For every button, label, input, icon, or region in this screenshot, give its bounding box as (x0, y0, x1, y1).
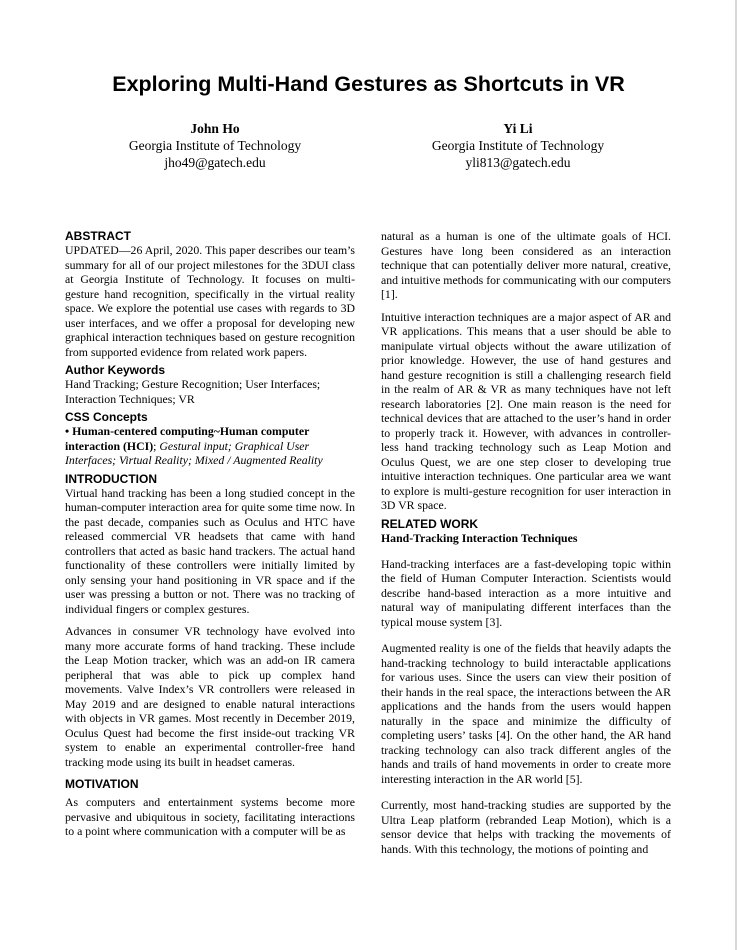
ccs-secondary: Gestural input; Graphical User Interfaces; Virtual Reality; Mixed / Augmented Reality (65, 438, 323, 467)
keywords-text: Hand Tracking; Gesture Recognition; User Interfaces; Interaction Techniques; VR (65, 377, 321, 406)
right-column (381, 229, 671, 856)
author-name: John Ho (190, 121, 240, 136)
keywords-heading: Author Keywords (65, 363, 166, 377)
related-work-paragraph-3: Currently, most hand-tracking studies are supported by the Ultra Leap platform (rebranded Leap Motion), which is a sensor device that helps with tracking the movements of hands. With this technology, the motions of pointing and (381, 798, 671, 856)
author-affiliation: Georgia Institute of Technology (128, 138, 302, 153)
related-work-subheading: Hand-Tracking Interaction Techniques (381, 530, 578, 545)
paper-title: Exploring Multi-Hand Gestures as Shortcuts in VR (112, 72, 625, 96)
motivation-paragraph-2: natural as a human is one of the ultimate goals of HCI. Gestures have long been considered as an interaction technique that can potentially deliver more natural, creative, and intuitive methods for communicating with our computers [1]. (381, 229, 671, 301)
abstract-heading: ABSTRACT (65, 229, 131, 243)
related-work-heading: RELATED WORK (381, 516, 479, 531)
introduction-heading: INTRODUCTION (65, 471, 157, 486)
ccs-separator: ; (153, 438, 160, 453)
author-affiliation: Georgia Institute of Technology (431, 138, 605, 153)
ccs-heading: CSS Concepts (65, 410, 148, 424)
author-block-1 (105, 120, 325, 171)
motivation-paragraph-1: As computers and entertainment systems become more pervasive and ubiquitous in society, facilitating interactions to a point where communication with a computer will be as (65, 795, 355, 838)
author-block-2 (408, 120, 628, 171)
related-work-paragraph-1: Hand-tracking interfaces are a fast-developing topic within the field of Human Computer Interaction. Scientists would describe hand-based interaction as a more intuitive and natural way of manipulating different interfaces than the typical mouse system [3]. (381, 556, 671, 629)
motivation-heading: MOTIVATION (65, 777, 139, 791)
author-name: Yi Li (503, 121, 533, 136)
left-column (65, 229, 355, 839)
introduction-paragraph-2: Advances in consumer VR technology have evolved into many more accurate forms of hand tracking. These include the Leap Motion tracker, which was an add-on IR camera peripheral that was able to pick up complex hand movements. Valve Index’s VR controllers were released in May 2019 and are designed to enable natural interactions with objects in VR games. Most recently in December 2019, Oculus Quest had become the first inside-out tracking VR system to enable an experimental controller-free hand tracking mode using its built in headset cameras. (65, 624, 355, 769)
ccs-text (65, 424, 355, 468)
ccs-primary: • Human-centered computing~Human computer interaction (HCI) (65, 424, 310, 453)
introduction-paragraph-1: Virtual hand tracking has been a long studied concept in the human-computer interaction area for quite some time now. In the past decade, companies such as Oculus and HTC have released commercial VR headsets that came with hand controllers that acted as basic hand trackers. The actual hand functionality of these controllers were initially limited by only sensing your hand positioning in VR space and if the user was pressing a button or not. There was no tracking of individual fingers or complex gestures. (65, 485, 355, 616)
motivation-paragraph-3: Intuitive interaction techniques are a major aspect of AR and VR applications. This means that a user should be able to manipulate virtual objects without the aware utilization of prior knowledge. However, the use of hand gestures and hand gesture recognition is still a challenging research field in the realm of AR & VR as many techniques have not left research laboratories [2]. One main reason is the need for technical devices that are attached to the user’s hand in order to properly track it. However, with advances in controller-less hand tracking technology such as Leap Motion and Oculus Quest, we are one step closer to developing true intuitive interaction techniques. One particular area we want to explore is multi-gesture recognition for user interaction in 3D VR space. (381, 309, 671, 512)
abstract-text: UPDATED—26 April, 2020. This paper describes our team’s summary for all of our project milestones for the 3DUI class at Georgia Institute of Technology. It focuses on multi-gesture hand recognition, specifically in the virtual reality space. We explore the potential use cases with regards to 3D user interfaces, and we offer a proposal for developing new graphical interaction techniques based on gesture recognition from supported evidence from related work papers. (65, 243, 355, 359)
author-email: yli813@gatech.edu (465, 155, 571, 170)
related-work-paragraph-2: Augmented reality is one of the fields that heavily adapts the hand-tracking technology to build interactable applications for various uses. Since the users can view their position of their hands in the real space, the interactions between the AR applications and the hands from the users would happen naturally in the space and minimize the difficulty of completing users’ tasks [4]. On the other hand, the AR hand tracking technology can also track different angles of the hands and trails of hand movements in order to create more interesting interaction in the AR world [5]. (381, 641, 671, 786)
author-email: jho49@gatech.edu (164, 155, 266, 170)
